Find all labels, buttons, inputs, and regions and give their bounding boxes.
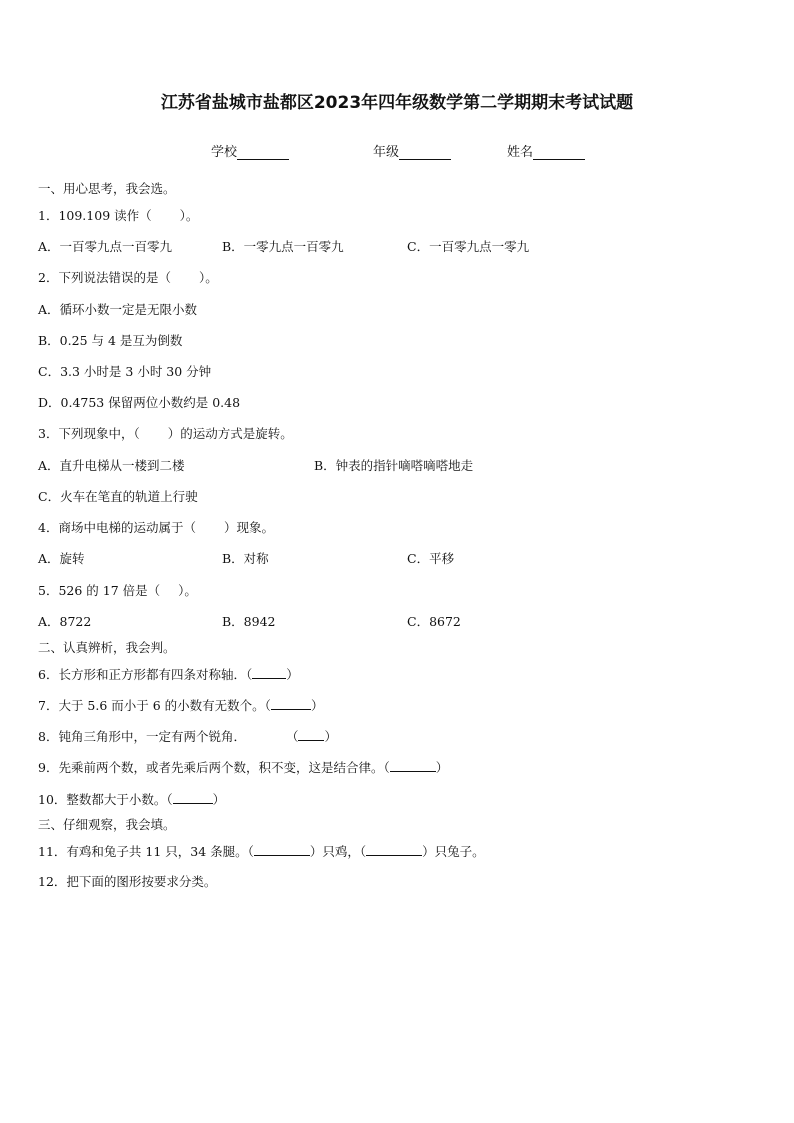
question-2 <box>38 270 218 286</box>
q2-option-c[interactable]: C．3.3 小时是 3 小时 30 分钟 <box>38 364 212 379</box>
q1-option-c[interactable]: C．一百零九点一零九 <box>407 239 530 254</box>
q1-option-b[interactable]: B．一零九点一百零九 <box>222 239 344 254</box>
grade-field <box>373 141 451 160</box>
q9-stem: 9．先乘前两个数，或者先乘后两个数，积不变，这是结合律。（ <box>38 760 390 775</box>
q10-close: ） <box>212 792 226 807</box>
section-heading-1: 一、用心思考，我会选。 <box>38 181 176 196</box>
q10-stem: 10．整数都大于小数。（ <box>38 792 173 807</box>
name-label: 姓名 <box>507 145 534 160</box>
q2-stem-start: 2．下列说法错误的是（ <box>38 270 171 285</box>
q2-option-a[interactable]: A．循环小数一定是无限小数 <box>38 302 198 317</box>
q11-chicken-blank[interactable] <box>254 843 310 856</box>
name-blank[interactable] <box>533 145 585 160</box>
question-8 <box>38 728 337 745</box>
school-field <box>211 141 289 160</box>
question-4 <box>38 520 274 536</box>
q3-option-a[interactable]: A．直升电梯从一楼到二楼 <box>38 458 185 473</box>
question-6 <box>38 666 299 683</box>
question-9 <box>38 759 448 776</box>
q8-answer-blank[interactable] <box>298 728 324 741</box>
page-title: 江苏省盐城市盐都区2023年四年级数学第二学期期末考试试题 <box>160 93 634 113</box>
question-10 <box>38 791 225 808</box>
q6-answer-blank[interactable] <box>252 666 286 679</box>
q3-option-c[interactable]: C．火车在笔直的轨道上行驶 <box>38 489 198 504</box>
q9-answer-blank[interactable] <box>390 759 436 772</box>
q2-option-b[interactable]: B．0.25 与 4 是互为倒数 <box>38 333 183 348</box>
q6-stem: 6．长方形和正方形都有四条对称轴．（ <box>38 667 253 682</box>
q5-stem-end: ）。 <box>178 583 197 598</box>
q4-stem-end: ）现象。 <box>223 520 274 535</box>
q11-rabbit-blank[interactable] <box>366 843 422 856</box>
q8-stem: 8．钝角三角形中，一定有两个锐角． <box>38 729 246 744</box>
q4-option-b[interactable]: B．对称 <box>222 551 269 566</box>
section-heading-3: 三、仔细观察，我会填。 <box>38 817 176 832</box>
question-3 <box>38 426 293 442</box>
q1-option-a[interactable]: A．一百零九点一百零九 <box>38 239 173 254</box>
q11-stem-start: 11．有鸡和兔子共 11 只，34 条腿。（ <box>38 844 254 859</box>
q3-stem-start: 3．下列现象中，（ <box>38 426 140 441</box>
section-heading-2: 二、认真辨析，我会判。 <box>38 640 176 655</box>
q4-option-a[interactable]: A．旋转 <box>38 551 85 566</box>
question-7 <box>38 697 323 714</box>
q7-answer-blank[interactable] <box>271 697 311 710</box>
q7-close: ） <box>310 698 324 713</box>
question-12: 12．把下面的图形按要求分类。 <box>38 874 217 889</box>
q3-option-b[interactable]: B．钟表的指针嘀嗒嘀嗒地走 <box>314 458 474 473</box>
q8-close: ） <box>324 729 337 744</box>
q10-answer-blank[interactable] <box>173 791 213 804</box>
q2-stem-end: ）。 <box>198 270 218 285</box>
school-blank[interactable] <box>237 145 289 160</box>
q3-stem-end: ）的运动方式是旋转。 <box>167 426 293 441</box>
q4-stem-start: 4．商场中电梯的运动属于（ <box>38 520 196 535</box>
q11-stem-end: ）只兔子。 <box>422 844 485 859</box>
name-field <box>507 141 585 160</box>
grade-blank[interactable] <box>399 145 451 160</box>
school-label: 学校 <box>211 145 238 160</box>
q5-stem-start: 5．526 的 17 倍是（ <box>38 583 161 598</box>
question-1 <box>38 208 198 224</box>
q2-option-d[interactable]: D．0.4753 保留两位小数约是 0.48 <box>38 395 241 410</box>
q5-option-c[interactable]: C．8672 <box>407 614 461 629</box>
q11-stem-mid: ）只鸡，（ <box>309 844 367 859</box>
q5-option-b[interactable]: B．8942 <box>222 614 276 629</box>
q1-stem-end: ）。 <box>179 208 199 223</box>
question-11 <box>38 843 485 860</box>
q6-close: ） <box>286 667 299 682</box>
q4-option-c[interactable]: C．平移 <box>407 551 455 566</box>
grade-label: 年级 <box>373 145 400 160</box>
q8-open: （ <box>285 729 299 744</box>
q9-close: ） <box>435 760 449 775</box>
q7-stem: 7．大于 5.6 而小于 6 的小数有无数个。（ <box>38 698 271 713</box>
q1-stem-start: 1．109.109 读作（ <box>38 208 152 223</box>
question-5 <box>38 583 197 599</box>
q5-option-a[interactable]: A．8722 <box>38 614 92 629</box>
